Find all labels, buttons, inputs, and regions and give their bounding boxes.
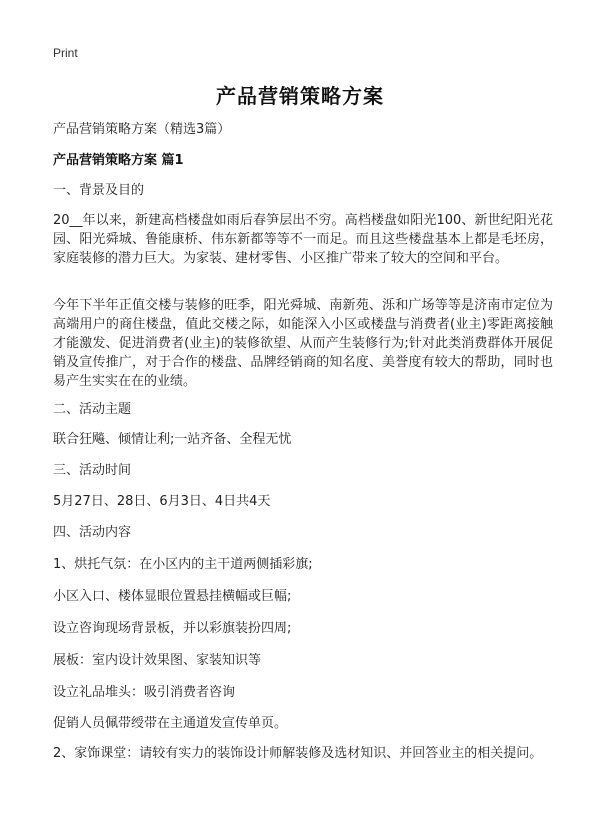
heading-theme: 二、活动主题	[53, 402, 132, 417]
time-text: 5月27日、28日、6月3日、4日共4天	[53, 494, 271, 509]
section-heading: 产品营销策略方案 篇1	[53, 153, 184, 168]
content-item-atmosphere: 1、烘托气氛：在小区内的主干道两侧插彩旗;	[53, 557, 313, 572]
paragraph-background: 20__年以来，新建高档楼盘如雨后春笋层出不穷。高档楼盘如阳光100、新世纪阳光花园、阳光舜城、鲁能康桥、伟东新都等等不一而足。而且这些楼盘基本上都是毛坯房，家庭装修的潜力巨大。为家装、建材零售、小区推广带来了较大的空间和平台。	[53, 213, 553, 266]
content-item-banners: 小区入口、楼体显眼位置悬挂横幅或巨幅;	[53, 589, 292, 604]
document-subtitle: 产品营销策略方案（精选3篇）	[53, 122, 231, 137]
heading-background: 一、背景及目的	[53, 183, 145, 198]
content-item-display-boards: 展板：室内设计效果图、家装知识等	[53, 653, 262, 668]
heading-time: 三、活动时间	[53, 463, 132, 478]
heading-content: 四、活动内容	[53, 525, 132, 540]
document-title: 产品营销策略方案	[216, 84, 384, 108]
paragraph-season: 今年下半年正值交楼与装修的旺季，阳光舜城、南新苑、泺和广场等等是济南市定位为高端用户的商住楼盘，值此交楼之际，如能深入小区或楼盘与消费者(业主)零距离接触才能激发、促进消费者(业主)的装修欲望、从而产生装修行为;针对此类消费群体开展促销及宣传推广，对于合作的楼盘、品牌经销商的知名度、美誉度有较大的帮助，同时也易产生实实在在的业绩。	[53, 298, 553, 389]
content-item-home-class: 2、家饰课堂：请较有实力的装饰设计师解装修及选材知识、并回答业主的相关提问。	[53, 746, 543, 761]
content-item-gift-stand: 设立礼品堆头：吸引消费者咨询	[53, 685, 236, 700]
theme-text: 联合狂飚、倾情让利;一站齐备、全程无忧	[53, 432, 292, 447]
content-item-promoters: 促销人员佩带绶带在主通道发宣传单页。	[53, 716, 288, 731]
content-item-backdrop: 设立咨询现场背景板，并以彩旗装扮四周;	[53, 621, 292, 636]
print-label: Print	[53, 46, 78, 60]
